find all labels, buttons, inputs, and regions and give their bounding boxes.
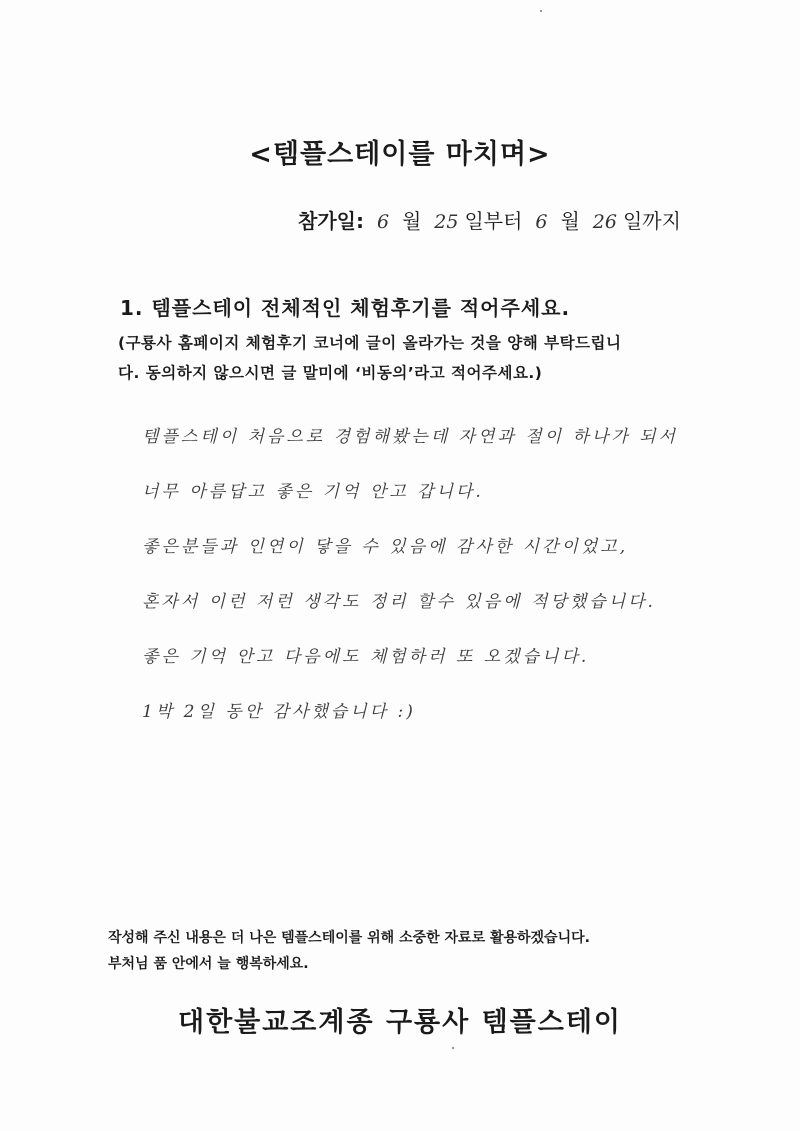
consent-note — [118, 328, 698, 388]
start-month: 6 — [376, 211, 390, 233]
answer-line: 좋은분들과 인연이 닿을 수 있음에 감사한 시간이었고, — [142, 537, 629, 557]
page-title: <템플스테이를 마치며> — [249, 139, 551, 170]
scan-speck — [540, 10, 542, 12]
consent-note-line: (구룡사 홈페이지 체험후기 코너에 글이 올라가는 것을 양해 부탁드립니 — [118, 334, 622, 352]
footer-line: 부처님 품 안에서 늘 행복하세요. — [108, 956, 309, 972]
organization-name: 대한불교조계종 구룡사 템플스테이 — [177, 1007, 623, 1038]
from-text: 일부터 — [464, 209, 523, 233]
scan-speck — [452, 1047, 454, 1049]
month-unit: 월 — [560, 209, 580, 233]
answer-line: 좋은 기억 안고 다음에도 체험하러 또 오겠습니다. — [142, 647, 590, 667]
until-text: 일까지 — [622, 209, 681, 233]
answer-line: 1박 2일 동안 감사했습니다 :) — [142, 702, 416, 722]
end-month: 6 — [535, 211, 548, 233]
consent-note-line: 다. 동의하지 않으시면 글 말미에 ‘비동의’라고 적어주세요.) — [118, 364, 543, 382]
start-day: 25 — [434, 211, 459, 233]
footer-line: 작성해 주신 내용은 더 나은 템플스테이를 위해 소중한 자료로 활용하겠습니다. — [108, 930, 590, 946]
answer-line: 너무 아름답고 좋은 기억 안고 갑니다. — [142, 482, 484, 502]
month-unit: 월 — [402, 209, 422, 233]
participation-label: 참가일: — [298, 209, 364, 233]
handwritten-answer — [142, 422, 722, 752]
end-day: 26 — [592, 211, 617, 233]
participation-dates — [298, 205, 681, 234]
question-heading — [120, 292, 570, 321]
question-number: 1. — [120, 296, 144, 320]
answer-line: 혼자서 이런 저런 생각도 정리 할수 있음에 적당했습니다. — [142, 592, 656, 612]
question-text: 템플스테이 전체적인 체험후기를 적어주세요. — [151, 296, 571, 320]
footer-message — [108, 925, 590, 977]
answer-line: 템플스테이 처음으로 경험해봤는데 자연과 절이 하나가 되서 — [142, 427, 678, 447]
